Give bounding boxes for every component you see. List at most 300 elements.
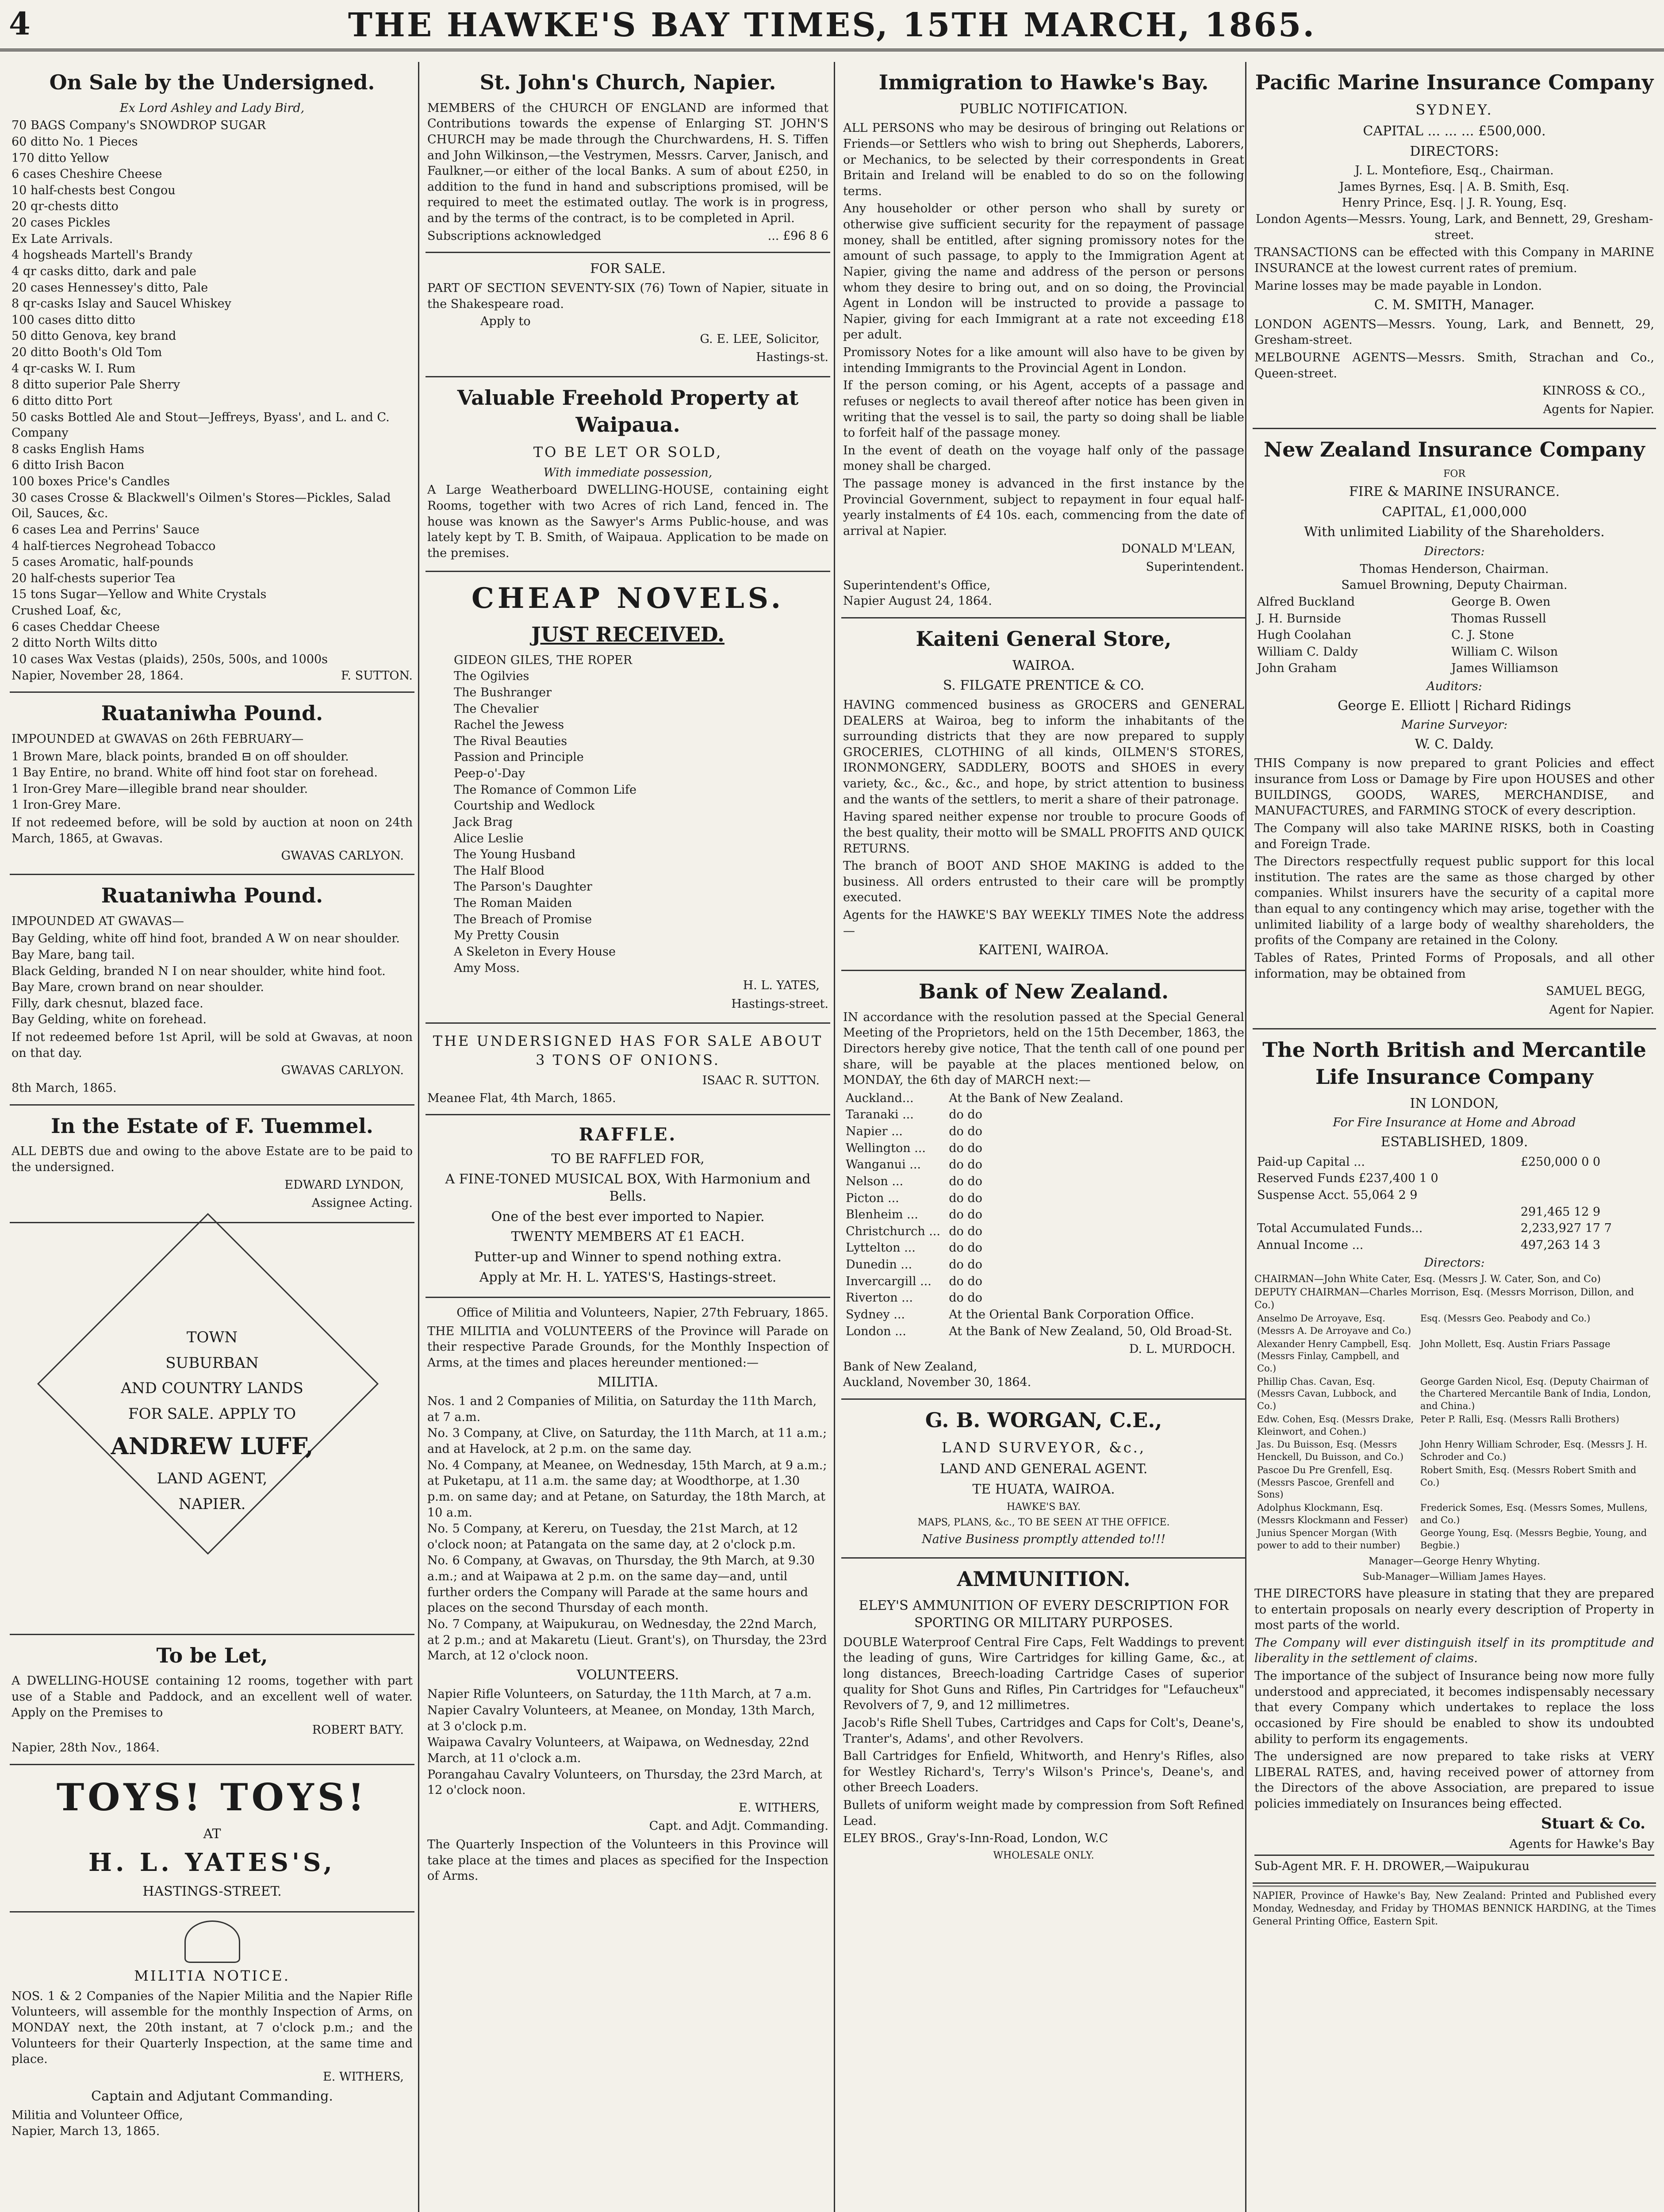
novel-title: The Bushranger <box>454 685 552 699</box>
ad-role: Superintendent. <box>1146 560 1244 574</box>
table-cell: 291,465 12 9 <box>1520 1205 1601 1219</box>
table-row <box>843 1123 1244 1140</box>
table-cell: James Williamson <box>1451 661 1559 676</box>
ad-title: CHEAP NOVELS. <box>471 582 785 615</box>
table-row <box>1254 1312 1654 1337</box>
table-row <box>1254 1502 1654 1527</box>
novel-title: Passion and Principle <box>454 750 584 764</box>
table-cell: William C. Daldy <box>1257 645 1358 659</box>
immigration-ad <box>841 62 1246 618</box>
table-cell: do do <box>949 1158 982 1172</box>
ad-text: ALL DEBTS due and owing to the above Estate are to be paid to the undersigned. <box>12 1144 413 1174</box>
goods-item: 4 hogsheads Martell's Brandy <box>12 248 193 262</box>
column-2 <box>426 62 830 2212</box>
table-cell: do do <box>949 1241 982 1255</box>
impounded-item: Bay Gelding, white on forehead. <box>12 1013 207 1027</box>
ad-title: RAFFLE. <box>579 1124 677 1145</box>
ad-paragraph: The Directors respectfully request public support for this local institution. The rates are the same as those charged by other companies. Whilst insurers have the security of a capital more than equal to any contingency which may arise, together with the unlimited liability of a large body of wealthy shareholders, the profits of the Company are retained in the Colony. <box>1254 855 1654 948</box>
goods-item: 10 half-chests best Congou <box>12 183 176 197</box>
ad-title: Ruataniwha Pound. <box>101 701 323 726</box>
table-row <box>1254 1154 1654 1171</box>
impounded-item: 1 Iron-Grey Mare—illegible brand near shoulder. <box>12 782 308 796</box>
for-sale-ad <box>426 253 830 377</box>
ad-signature: H. L. YATES, <box>743 979 820 993</box>
table-row <box>1254 627 1654 644</box>
impounded-item: Bay Mare, crown brand on near shoulder. <box>12 980 264 995</box>
militia-item: Nos. 1 and 2 Companies of Militia, on Saturday the 11th March, at 7 a.m. <box>427 1394 817 1424</box>
director-line: James Byrnes, Esq. | A. B. Smith, Esq. <box>1339 180 1570 194</box>
ad-paragraph: Promissory Notes for a like amount will also have to be given by intending Immigrants to the Provincial Agent in London. <box>843 346 1244 375</box>
table-row <box>843 1240 1244 1256</box>
ad-text: THE UNDERSIGNED HAS FOR SALE ABOUT 3 TONS OF ONIONS. <box>433 1033 823 1068</box>
novel-title: The Ogilvies <box>454 669 529 684</box>
ad-liability: With unlimited Liability of the Shareholders. <box>1304 524 1605 540</box>
table-cell <box>1518 1170 1654 1187</box>
militia-item: No. 5 Company, at Kereru, on Tuesday, the 21st March, at 12 o'clock noon; at Patangata on the same day, at 2 o'clock p.m. <box>427 1522 798 1551</box>
goods-item: 4 qr casks ditto, dark and pale <box>12 264 197 278</box>
table-cell: Dunedin ... <box>846 1258 913 1272</box>
ad-apply: Apply to <box>480 315 531 329</box>
ad-subtitle: TO BE LET OR SOLD, <box>533 443 723 461</box>
goods-item: 100 cases ditto ditto <box>12 313 135 327</box>
masthead <box>0 0 1664 51</box>
table-row <box>843 1223 1244 1240</box>
table-row <box>1254 1375 1654 1413</box>
diamond-line: NAPIER. <box>178 1495 246 1513</box>
ad-intro: IMPOUNDED AT GWAVAS— <box>12 914 184 928</box>
ad-title: In the Estate of F. Tuemmel. <box>51 1114 373 1138</box>
table-cell <box>1518 1187 1654 1204</box>
diamond-line: SUBURBAN <box>165 1354 259 1372</box>
novel-title: The Parson's Daughter <box>454 880 592 894</box>
ad-signature: GWAVAS CARLYON. <box>281 849 404 863</box>
pound-ad-2 <box>10 875 414 1106</box>
ad-title: The North British and Mercantile Life Insurance Company <box>1262 1038 1646 1089</box>
table-cell: At the Bank of New Zealand. <box>949 1091 1123 1105</box>
ad-paragraph: The passage money is advanced in the first instance by the Provincial Government, subject to repayment in four equal half-yearly instalments of £4 10s. each, commencing from the date of arrival at Napier. <box>843 477 1244 538</box>
raffle-ad <box>426 1115 830 1298</box>
ad-signature: EDWARD LYNDON, <box>284 1178 404 1192</box>
estate-ad <box>10 1106 414 1223</box>
ad-role: Agent for Napier. <box>1549 1002 1654 1017</box>
masthead-title: THE HAWKE'S BAY TIMES, 15TH MARCH, 1865. <box>348 6 1316 44</box>
worgan-line: Native Business promptly attended to!!! <box>921 1532 1166 1547</box>
table-cell: £250,000 0 0 <box>1520 1155 1601 1169</box>
table-cell: Alexander Henry Campbell, Esq. (Messrs Finlay, Campbell, and Co.) <box>1257 1338 1411 1374</box>
ad-paragraph: The undersigned are now prepared to take risks at VERY LIBERAL RATES, and, having received power of attorney from the Directors of the above Association, are prepared to issue policies immediately on Insurances being effected. <box>1254 1750 1654 1811</box>
ad-title: MILITIA NOTICE. <box>134 1967 290 1984</box>
ad-text: NOS. 1 & 2 Companies of the Napier Militia and the Napier Rifle Volunteers, will assemble for the monthly Inspection of Arms, on MONDAY next, the 20th instant, at 7 o'clock p.m.; and the Volunteers for their Quarterly Inspection, at the same time and place. <box>12 1989 413 2066</box>
ad-paragraph: If the person coming, or his Agent, accepts of a passage and refuses or neglects to avail thereof after notice has been given in writing that the vessel is to sail, the party so doing shall be liable to forfeit half of the passage money. <box>843 379 1244 440</box>
ad-agents: MELBOURNE AGENTS—Messrs. Smith, Strachan and Co., Queen-street. <box>1254 350 1654 380</box>
table-cell: Frederick Somes, Esq. (Messrs Somes, Mullens, and Co.) <box>1420 1502 1648 1525</box>
church-ad <box>426 62 830 253</box>
pacific-marine-ad <box>1253 62 1656 429</box>
table-cell: do do <box>949 1274 982 1288</box>
table-cell: Edw. Cohen, Esq. (Messrs Drake, Kleinwort, and Cohen.) <box>1257 1413 1414 1437</box>
table-cell: At the Oriental Bank Corporation Office. <box>949 1307 1194 1321</box>
goods-item: 15 tons Sugar—Yellow and White Crystals <box>12 588 267 602</box>
novel-title: A Skeleton in Every House <box>454 945 616 959</box>
table-row <box>1254 1170 1654 1187</box>
ad-submanager: Sub-Manager—William James Hayes. <box>1362 1571 1546 1582</box>
goods-item: 2 ditto North Wilts ditto <box>12 636 157 650</box>
impounded-list <box>12 931 413 1028</box>
table-cell: George Garden Nicol, Esq. (Deputy Chairman of the Chartered Mercantile Bank of India, London, and China.) <box>1420 1376 1651 1412</box>
ad-intro: IMPOUNDED at GWAVAS on 26th FEBRUARY— <box>12 732 304 746</box>
ad-signature: F. SUTTON. <box>341 668 413 683</box>
diamond-line: AND COUNTRY LANDS <box>121 1379 303 1398</box>
volunteer-item: Napier Rifle Volunteers, on Saturday, the 11th March, at 7 a.m. <box>427 1687 812 1701</box>
ad-date: Napier, November 28, 1864. <box>12 668 184 683</box>
ad-footer: The Quarterly Inspection of the Volunteers in this Province will take place at the times and places as specified for the Inspection of Arms. <box>427 1838 828 1883</box>
directors-list <box>1254 163 1654 243</box>
worgan-line: LAND AND GENERAL AGENT. <box>939 1461 1148 1477</box>
surveyor: W. C. Daldy. <box>1415 736 1494 752</box>
volunteer-item: Waipawa Cavalry Volunteers, at Waipawa, on Wednesday, 22nd March, at 11 o'clock a.m. <box>427 1736 809 1765</box>
ad-date: Napier August 24, 1864. <box>843 594 992 608</box>
ad-title: Valuable Freehold Property at Waipaua. <box>457 386 799 437</box>
ad-subtitle: Ex Lord Ashley and Lady Bird, <box>119 101 305 115</box>
ad-capital: CAPITAL, £1,000,000 <box>1382 504 1527 520</box>
table-cell: Nelson ... <box>846 1174 904 1188</box>
table-cell: do do <box>949 1208 982 1222</box>
goods-item: 8 ditto superior Pale Sherry <box>12 378 180 392</box>
impounded-list <box>12 749 413 814</box>
ad-date: Napier, 28th Nov., 1864. <box>12 1740 160 1755</box>
ad-date: Napier, March 13, 1865. <box>12 2124 160 2138</box>
novels-ad <box>426 572 830 1024</box>
directors-list <box>1254 561 1654 593</box>
ad-signature-2: WHOLESALE ONLY. <box>993 1850 1094 1861</box>
raffle-line: TO BE RAFFLED FOR, <box>551 1151 705 1167</box>
goods-item: 5 cases Aromatic, half-pounds <box>12 555 194 569</box>
goods-item: Crushed Loaf, &c, <box>12 604 122 618</box>
raffle-line: TWENTY MEMBERS AT £1 EACH. <box>511 1229 745 1245</box>
ad-paragraph: Any householder or other person who shall by surety or otherwise give sufficient security for the repayment of passage money, shall be entitled, after signing promissory notes for the amount of such passage, to apply to the Immigration Agent at Napier, giving the name and address of the person or persons whom they desire to bring out, and on so doing, the Provincial Agent in London will be instructed to provide a passage to Napier, giving for each Immigrant at a rate not exceeding £18 per adult. <box>843 202 1244 342</box>
ad-text: If not redeemed before, will be sold by auction at noon on 24th March, 1865, at Gwavas. <box>12 816 413 845</box>
ad-paragraph: Ball Cartridges for Enfield, Whitworth, and Henry's Rifles, also for Westley Richard's, Terry's Wilson's Prince's, Deane's, and other Breech Loaders. <box>843 1749 1244 1795</box>
ad-subtitle: JUST RECEIVED. <box>531 622 725 646</box>
table-row <box>1254 644 1654 661</box>
table-cell: Phillip Chas. Cavan, Esq. (Messrs Cavan, Lubbock, and Co.) <box>1257 1376 1397 1412</box>
agent-name: ANDREW LUFF, <box>111 1432 314 1460</box>
director-line: Thomas Henderson, Chairman. <box>1360 562 1549 576</box>
table-cell: do do <box>949 1191 982 1205</box>
ad-signature: G. E. LEE, Solicitor, <box>700 332 820 346</box>
sub-agent: Sub-Agent MR. F. H. DROWER,—Waipukurau <box>1254 1855 1654 1874</box>
ad-paragraph: Tables of Rates, Printed Forms of Proposals, and all other information, may be obtained from <box>1254 951 1654 981</box>
table-cell: Wanganui ... <box>846 1158 921 1172</box>
militia-list <box>427 1394 828 1664</box>
novel-title: The Young Husband <box>454 848 576 862</box>
table-cell: Junius Spencer Morgan (With power to add to their number) <box>1257 1528 1400 1551</box>
table-cell: Robert Smith, Esq. (Messrs Robert Smith and Co.) <box>1420 1464 1637 1488</box>
auditors-title: Auditors: <box>1426 680 1482 694</box>
militia-item: No. 6 Company, at Gwavas, on Thursday, the 9th March, at 9.30 a.m.; and at Waipawa at 2 p.m. on the same day—and, until further orders the Company will Parade at the same hours and places on the second Thursday of each month. <box>427 1554 815 1615</box>
ad-office: Militia and Volunteer Office, <box>12 2108 183 2123</box>
table-cell: do do <box>949 1224 982 1238</box>
ad-paragraph: ALL PERSONS who may be desirous of bringing out Relations or Friends—or Settlers who wish to bring out Shepherds, Laborers, or Mechanics, to be selected by their correspondents in Great Britain and Ireland will be enabled to do so on the following terms. <box>843 121 1244 198</box>
table-cell: John Graham <box>1257 661 1337 676</box>
directors-title: Directors: <box>1424 545 1485 559</box>
goods-item: 20 half-chests superior Tea <box>12 571 176 585</box>
table-cell: Invercargill ... <box>846 1274 932 1288</box>
ad-signature: SAMUEL BEGG, <box>1546 984 1645 998</box>
ad-paragraph: Bullets of uniform weight made by compression from Soft Refined Lead. <box>843 1798 1244 1828</box>
column-4 <box>1253 62 1656 2212</box>
table-cell: J. H. Burnside <box>1257 611 1341 626</box>
freehold-ad <box>426 377 830 572</box>
table-cell: Napier ... <box>846 1125 903 1139</box>
ad-signature: E. WITHERS, <box>322 2070 404 2084</box>
ad-office: Superintendent's Office, <box>843 578 991 592</box>
ad-place: HASTINGS-STREET. <box>142 1883 282 1899</box>
novel-title: My Pretty Cousin <box>454 929 560 943</box>
ad-title: Bank of New Zealand. <box>919 979 1169 1003</box>
goods-item: 6 ditto ditto Port <box>12 394 112 408</box>
ad-title: FOR SALE. <box>590 261 666 277</box>
ad-role: Agents for Napier. <box>1543 402 1654 416</box>
ad-agents: LONDON AGENTS—Messrs. Young, Lark, and Bennett, 29, Gresham-street. <box>1254 317 1654 347</box>
novel-title: The Rival Beauties <box>454 734 567 748</box>
table-cell: George Young, Esq. (Messrs Begbie, Young, and Begbie.) <box>1420 1528 1647 1551</box>
table-cell: Anselmo De Arroyave, Esq. (Messrs A. De Arroyave and Co.) <box>1257 1313 1411 1336</box>
impounded-item: Bay Mare, bang tail. <box>12 948 135 962</box>
novel-title: The Half Blood <box>454 864 545 878</box>
directors-list <box>1254 1273 1654 1312</box>
militia-item: No. 7 Company, at Waipukurau, on Wednesday, the 22nd March, at 2 p.m.; and at Makaretu (Lieut. Grant's), on Thursday, the 23rd March, at 12 o'clock noon. <box>427 1617 827 1663</box>
table-row <box>843 1140 1244 1157</box>
ad-title: New Zealand Insurance Company <box>1264 438 1645 462</box>
ad-signature: E. WITHERS, <box>738 1801 820 1815</box>
ad-paragraph: Marine losses may be made payable in London. <box>1254 279 1542 293</box>
militia-title: MILITIA. <box>597 1374 659 1390</box>
ad-text: If not redeemed before 1st April, will be sold at Gwavas, at noon on that day. <box>12 1030 413 1060</box>
table-cell: Pascoe Du Pre Grenfell, Esq. (Messrs Pascoe, Grenfell and Sons) <box>1257 1464 1395 1500</box>
goods-item: 4 qr-casks W. I. Rum <box>12 361 136 376</box>
ad-title: Kaiteni General Store, <box>916 627 1172 651</box>
table-cell: Total Accumulated Funds... <box>1257 1221 1423 1236</box>
table-cell: Picton ... <box>846 1191 899 1205</box>
ad-address: KAITENI, WAIROA. <box>978 942 1109 958</box>
table-row <box>1254 1237 1654 1254</box>
table-row <box>843 1273 1244 1290</box>
goods-item: 170 ditto Yellow <box>12 151 109 165</box>
table-row <box>1254 594 1654 611</box>
toys-ad <box>10 1765 414 1912</box>
ad-paragraph: In the event of death on the voyage half only of the passage money shall be charged. <box>843 443 1244 473</box>
volunteers-title: VOLUNTEERS. <box>577 1667 679 1683</box>
table-cell: Riverton ... <box>846 1291 913 1305</box>
goods-item: 8 casks English Hams <box>12 442 145 456</box>
ad-role: Captain and Adjutant Commanding. <box>91 2088 333 2104</box>
ad-for: FOR <box>1443 469 1465 480</box>
table-cell: Thomas Russell <box>1451 611 1546 626</box>
parade-notice-ad <box>426 1298 830 1894</box>
table-cell: Lyttelton ... <box>846 1241 916 1255</box>
table-row <box>1254 611 1654 627</box>
table-cell: do do <box>949 1291 982 1305</box>
worgan-line: HAWKE'S BAY. <box>1006 1502 1081 1513</box>
table-cell: C. J. Stone <box>1451 628 1514 642</box>
table-cell: Wellington ... <box>846 1141 926 1155</box>
goods-item: 20 qr-chests ditto <box>12 200 119 214</box>
table-cell: Annual Income ... <box>1257 1238 1364 1252</box>
ad-paragraph: The importance of the subject of Insurance being now more fully understood and appreciated, it becomes indispensably necessary that every Company which undertakes to replace the loss occasioned by Fire should be enabled to show its undoubted ability to perform its engagements. <box>1254 1669 1654 1746</box>
ad-paragraph: Jacob's Rifle Shell Tubes, Cartridges and Caps for Colt's, Deane's, Tranter's, Adams', and other Revolvers. <box>843 1716 1244 1746</box>
goods-item: 10 cases Wax Vestas (plaids), 250s, 500s, and 1000s <box>12 652 328 666</box>
ad-subtitle: PUBLIC NOTIFICATION. <box>959 101 1128 117</box>
ad-text: A Large Weatherboard DWELLING-HOUSE, containing eight Rooms, together with two Acres of rich Land, fenced in. The house was known as the Sawyer's Arms Public-house, and was lately kept by T. B. Smith, of Waipaua. Application to be made on the premises. <box>427 483 828 560</box>
impounded-item: 1 Iron-Grey Mare. <box>12 798 121 812</box>
ad-place: Bank of New Zealand, <box>843 1359 978 1374</box>
worgan-line: MAPS, PLANS, &c., TO BE SEEN AT THE OFFICE. <box>917 1517 1170 1528</box>
subs-label: Subscriptions acknowledged <box>427 229 602 243</box>
directors-table <box>1254 594 1654 677</box>
ad-paragraph: TRANSACTIONS can be effected with this Company in MARINE INSURANCE at the lowest current rates of premium. <box>1254 246 1654 275</box>
ad-subtitle-2: With immediate possession, <box>543 465 713 480</box>
diamond-text <box>10 1325 414 1517</box>
ad-paragraph: Having spared neither expense nor trouble to procure Goods of the best quality, their motto will be SMALL PROFITS AND QUICK RETURNS. <box>843 810 1244 856</box>
royal-crest-icon <box>184 1920 240 1963</box>
bank-ad <box>841 971 1246 1400</box>
director-line: CHAIRMAN—John White Cater, Esq. (Messrs J. W. Cater, Son, and Co) <box>1254 1274 1601 1285</box>
printer-imprint: NAPIER, Province of Hawke's Bay, New Zealand: Printed and Published every Monday, Wednesday, and Friday by THOMAS BENNICK HARDING, at the Times General Printing Office, Eastern Spit. <box>1253 1886 1656 1928</box>
table-cell: Christchurch ... <box>846 1224 940 1238</box>
ad-date: 8th March, 1865. <box>12 1081 117 1095</box>
table-row <box>1254 1220 1654 1237</box>
novel-title: Alice Leslie <box>454 831 524 845</box>
table-cell: do do <box>949 1141 982 1155</box>
worgan-line: LAND SURVEYOR, &c., <box>941 1439 1146 1456</box>
pound-ad-1 <box>10 693 414 875</box>
ad-paragraph: The Company will also take MARINE RISKS, both in Coasting and Foreign Trade. <box>1254 821 1654 851</box>
novels-list <box>454 653 828 976</box>
goods-item: 100 boxes Price's Candles <box>12 475 170 489</box>
table-cell: do do <box>949 1174 982 1188</box>
militia-notice-ad <box>10 1912 414 2147</box>
ad-title: AMMUNITION. <box>957 1567 1131 1591</box>
ad-signature: D. L. MURDOCH. <box>1129 1342 1235 1356</box>
nz-insurance-ad <box>1253 429 1656 1029</box>
goods-item: 6 cases Lea and Perrins' Sauce <box>12 522 199 537</box>
ad-paragraph: The branch of BOOT AND SHOE MAKING is added to the business. All orders entrusted to their care will be promptly executed. <box>843 859 1244 905</box>
director-line: Henry Prince, Esq. | J. R. Young, Esq. <box>1342 196 1567 210</box>
table-cell: At the Bank of New Zealand, 50, Old Broad-St. <box>949 1324 1232 1338</box>
subs-amount: ... £96 8 6 <box>767 229 828 243</box>
impounded-item: 1 Bay Entire, no brand. White off hind foot star on forehead. <box>12 766 378 780</box>
table-row <box>1254 1338 1654 1375</box>
ad-title: St. John's Church, Napier. <box>479 70 776 94</box>
ad-role: Agents for Hawke's Bay <box>1509 1837 1654 1851</box>
ad-text: THE MILITIA and VOLUNTEERS of the Province will Parade on their respective Parade Grounds, for the Monthly Inspection of Arms, at the times and places hereunder mentioned:— <box>427 1324 828 1370</box>
goods-item: 50 casks Bottled Ale and Stout—Jeffreys, Byass', and L. and C. Company <box>12 410 390 440</box>
ad-subtitle: FIRE & MARINE INSURANCE. <box>1349 484 1560 500</box>
table-cell: Alfred Buckland <box>1257 595 1355 609</box>
finance-table <box>1254 1154 1654 1254</box>
director-line: Samuel Browning, Deputy Chairman. <box>1341 578 1568 592</box>
goods-item: 20 cases Hennessey's ditto, Pale <box>12 280 208 295</box>
table-row <box>843 1090 1244 1107</box>
table-row <box>843 1256 1244 1273</box>
ad-paragraph: HAVING commenced business as GROCERS and GENERAL DEALERS at Wairoa, beg to inform the inhabitants of the surrounding districts that they are now prepared to supply GROCERIES, CLOTHING of all kinds, OILMEN'S STORES, IRONMONGERY, SADDLERY, BOOTS and SHOES in every variety, &c., &c., &c., and hope, by strict attention to business and the wants of the settlers, to merit a share of their patronage. <box>843 698 1244 806</box>
ad-place: Hastings-st. <box>756 350 828 365</box>
raffle-line: A FINE-TONED MUSICAL BOX, With Harmonium and Bells. <box>445 1171 811 1205</box>
ad-paragraph: THIS Company is now prepared to grant Policies and effect insurance from Loss or Damage by Fire upon HOUSES and other BUILDINGS, GOODS, WARES, MERCHANDISE, and MANUFACTURES, and FARMING STOCK of every description. <box>1254 757 1654 818</box>
novel-title: The Romance of Common Life <box>454 783 637 797</box>
table-row <box>1254 1413 1654 1438</box>
table-cell: Blenheim ... <box>846 1208 918 1222</box>
table-cell: Jas. Du Buisson, Esq. (Messrs Henckell, Du Buisson, and Co.) <box>1257 1439 1404 1463</box>
ad-signature: Stuart & Co. <box>1541 1814 1645 1832</box>
table-row <box>1254 660 1654 677</box>
diamond-line: LAND AGENT, <box>157 1470 268 1488</box>
surveyor-title: Marine Surveyor: <box>1401 718 1508 732</box>
impounded-item: Filly, dark chesnut, blazed face. <box>12 996 203 1010</box>
page-number: 4 <box>9 5 31 42</box>
table-row <box>1254 1438 1654 1463</box>
table-cell: William C. Wilson <box>1451 645 1558 659</box>
table-cell: London ... <box>846 1324 906 1338</box>
ad-text: IN accordance with the resolution passed at the Special General Meeting of the Proprietors, held on the 15th December, 1863, the Directors hereby give notice, That the tenth call of one pound per share, will be payable at the places mentioned below, on MONDAY, the 6th day of MARCH next:— <box>843 1010 1244 1087</box>
goods-item: 20 ditto Booth's Old Tom <box>12 346 162 360</box>
director-line: DEPUTY CHAIRMAN—Charles Morrison, Esq. (Messrs Morrison, Dillon, and Co.) <box>1254 1287 1634 1311</box>
goods-item: 6 ditto Irish Bacon <box>12 458 124 472</box>
ad-signature: ROBERT BATY. <box>312 1723 404 1737</box>
ad-signature: KINROSS & CO., <box>1542 384 1645 398</box>
table-cell: Reserved Funds £237,400 1 0 <box>1257 1171 1438 1186</box>
diamond-line: TOWN <box>186 1328 238 1346</box>
directors-title: Directors: <box>1424 1256 1485 1270</box>
goods-item: 50 ditto Genova, key brand <box>12 329 176 343</box>
table-row <box>1254 1187 1654 1204</box>
onions-ad <box>426 1024 830 1115</box>
goods-item: 20 cases Pickles <box>12 216 111 230</box>
directors-table <box>1254 1312 1654 1552</box>
table-row <box>1254 1527 1654 1552</box>
kaiteni-store-ad <box>841 618 1246 971</box>
table-row <box>843 1323 1244 1340</box>
column-3 <box>841 62 1246 2212</box>
ad-place: Hastings-street. <box>731 997 828 1011</box>
ad-title: TOYS! TOYS! <box>56 1775 368 1819</box>
militia-item: No. 3 Company, at Clive, on Saturday, the 11th March, at 11 a.m.; and at Havelock, at 2 p.m. on the same day. <box>427 1426 827 1456</box>
ad-title: Ruataniwha Pound. <box>101 883 323 907</box>
table-cell: 497,263 14 3 <box>1520 1238 1601 1252</box>
goods-item: 6 cases Cheshire Cheese <box>12 167 162 181</box>
table-cell <box>1254 1204 1518 1221</box>
ad-role: Assignee Acting. <box>311 1196 413 1210</box>
ad-date: Auckland, November 30, 1864. <box>843 1375 1031 1390</box>
raffle-line: Apply at Mr. H. L. YATES'S, Hastings-street. <box>479 1269 777 1285</box>
novel-title: Courtship and Wedlock <box>454 799 595 813</box>
director-line: London Agents—Messrs. Young, Lark, and Bennett, 29, Gresham-street. <box>1255 212 1653 242</box>
ad-firm: S. FILGATE PRENTICE & CO. <box>943 678 1145 694</box>
ad-role: Capt. and Adjt. Commanding. <box>649 1819 828 1833</box>
table-cell: do do <box>949 1108 982 1122</box>
directors-title: DIRECTORS: <box>1410 143 1499 159</box>
ad-signature: ISAAC R. SUTTON. <box>702 1073 820 1087</box>
ad-text: MEMBERS of the CHURCH OF ENGLAND are informed that Contributions towards the expense of Enlarging ST. JOHN'S CHURCH may be made through the Churchwardens, H. S. Tiffen and John Wilkinson,—the Vestrymen, Messrs. Carver, Janisch, and Faulkner,—or either of the local Banks. A sum of about £250, in addition to the fund in hand and subscriptions promised, will be required to meet the estimated outlay. The work is in progress, and by the terms of the contract, is to be completed in April. <box>427 101 828 226</box>
impounded-item: Black Gelding, branded N I on near shoulder, white hind foot. <box>12 964 386 978</box>
goods-item: Ex Late Arrivals. <box>12 232 113 246</box>
ad-paragraph: DOUBLE Waterproof Central Fire Caps, Felt Waddings to prevent the leading of guns, Wire Cartridges for killing Game, &c., at long distances, Breech-loading Cartridge Cases of superior quality for Shot Guns and Rifles, Pin Cartridges for "Lefaucheux" Revolvers of 7, 9, and 12 millimetres. <box>843 1635 1244 1713</box>
table-row <box>1254 1204 1654 1221</box>
ad-subtitle: ELEY'S AMMUNITION OF EVERY DESCRIPTION FOR SPORTING OR MILITARY PURPOSES. <box>859 1598 1229 1631</box>
table-cell: 2,233,927 17 7 <box>1520 1221 1612 1236</box>
raffle-line: One of the best ever imported to Napier. <box>491 1209 765 1225</box>
